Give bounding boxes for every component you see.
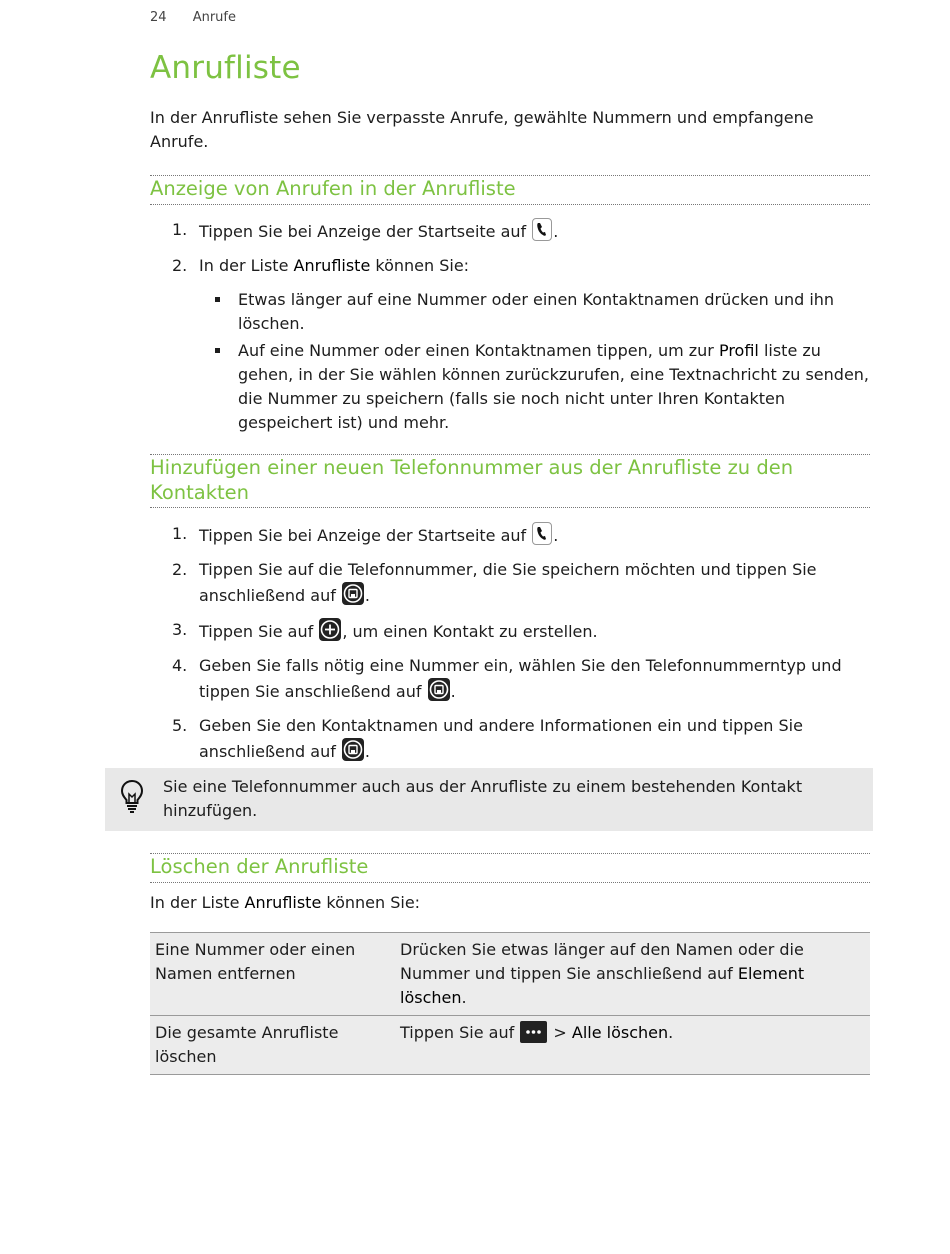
save-icon <box>342 582 364 605</box>
section1-steps <box>150 218 870 288</box>
phone-icon <box>532 522 552 545</box>
list-item: Etwas länger auf eine Nummer oder einen Kontaktnamen drücken und ihn löschen. <box>238 288 870 336</box>
list-item: 4. Geben Sie falls nötig eine Nummer ein, wählen Sie den Telefonnummerntyp und tippen Sie anschließend auf . <box>172 656 842 701</box>
section-heading-view-calls: Anzeige von Anrufen in der Anrufliste <box>150 175 870 205</box>
table-cell: Die gesamte Anrufliste löschen <box>150 1016 395 1075</box>
add-icon <box>319 618 341 641</box>
page-title: Anrufliste <box>150 50 301 86</box>
chapter-name: Anrufe <box>192 10 236 25</box>
table-row <box>150 933 870 1016</box>
intro-text: In der Anrufliste sehen Sie verpasste Anrufe, gewählte Nummern und empfangene Anrufe. <box>150 108 814 151</box>
list-item: 2. In der Liste Anrufliste können Sie: <box>172 256 470 275</box>
list-item: 2. Tippen Sie auf die Telefonnummer, die Sie speichern möchten und tippen Sie anschließend auf . <box>172 560 817 605</box>
list-item: 1. Tippen Sie bei Anzeige der Startseite auf . <box>172 220 559 241</box>
save-icon <box>428 678 450 701</box>
table-row <box>150 1016 870 1075</box>
list-item: 5. Geben Sie den Kontaktnamen und andere Informationen ein und tippen Sie anschließend auf . <box>172 716 803 761</box>
table-cell: Drücken Sie etwas länger auf den Namen oder die Nummer und tippen Sie anschließend auf Element löschen. <box>395 933 870 1016</box>
table-cell: Eine Nummer oder einen Namen entfernen <box>150 933 395 1016</box>
section2-steps <box>150 522 870 774</box>
delete-options-table <box>150 932 870 1075</box>
tip-text: Sie eine Telefonnummer auch aus der Anrufliste zu einem bestehenden Kontakt hinzufügen. <box>163 777 803 820</box>
section-heading-delete-list: Löschen der Anrufliste <box>150 853 870 883</box>
tip-box <box>105 768 873 831</box>
bullet-marker <box>215 297 220 302</box>
list-item: Auf eine Nummer oder einen Kontaktnamen tippen, um zur Profil liste zu gehen, in der Sie wählen können zurückzurufen, eine Textnachricht zu senden, die Nummer zu speichern (falls sie noch nicht unter Ihren Kontakten gespeichert ist) und mehr. <box>238 339 870 435</box>
more-icon <box>520 1021 547 1043</box>
save-icon <box>342 738 364 761</box>
table-cell: Tippen Sie auf > Alle löschen. <box>395 1016 870 1075</box>
list-item: 3. Tippen Sie auf , um einen Kontakt zu erstellen. <box>172 620 598 641</box>
section1-bullets <box>238 288 870 438</box>
bullet-marker <box>215 348 220 353</box>
phone-icon <box>532 218 552 241</box>
section-heading-add-number: Hinzufügen einer neuen Telefonnummer aus der Anrufliste zu den Kontakten <box>150 454 870 508</box>
page-header <box>150 10 236 25</box>
section3-intro: In der Liste Anrufliste können Sie: <box>150 893 421 912</box>
list-item: 1. Tippen Sie bei Anzeige der Startseite auf . <box>172 524 559 545</box>
page-number: 24 <box>150 10 167 25</box>
lightbulb-icon <box>119 779 145 817</box>
